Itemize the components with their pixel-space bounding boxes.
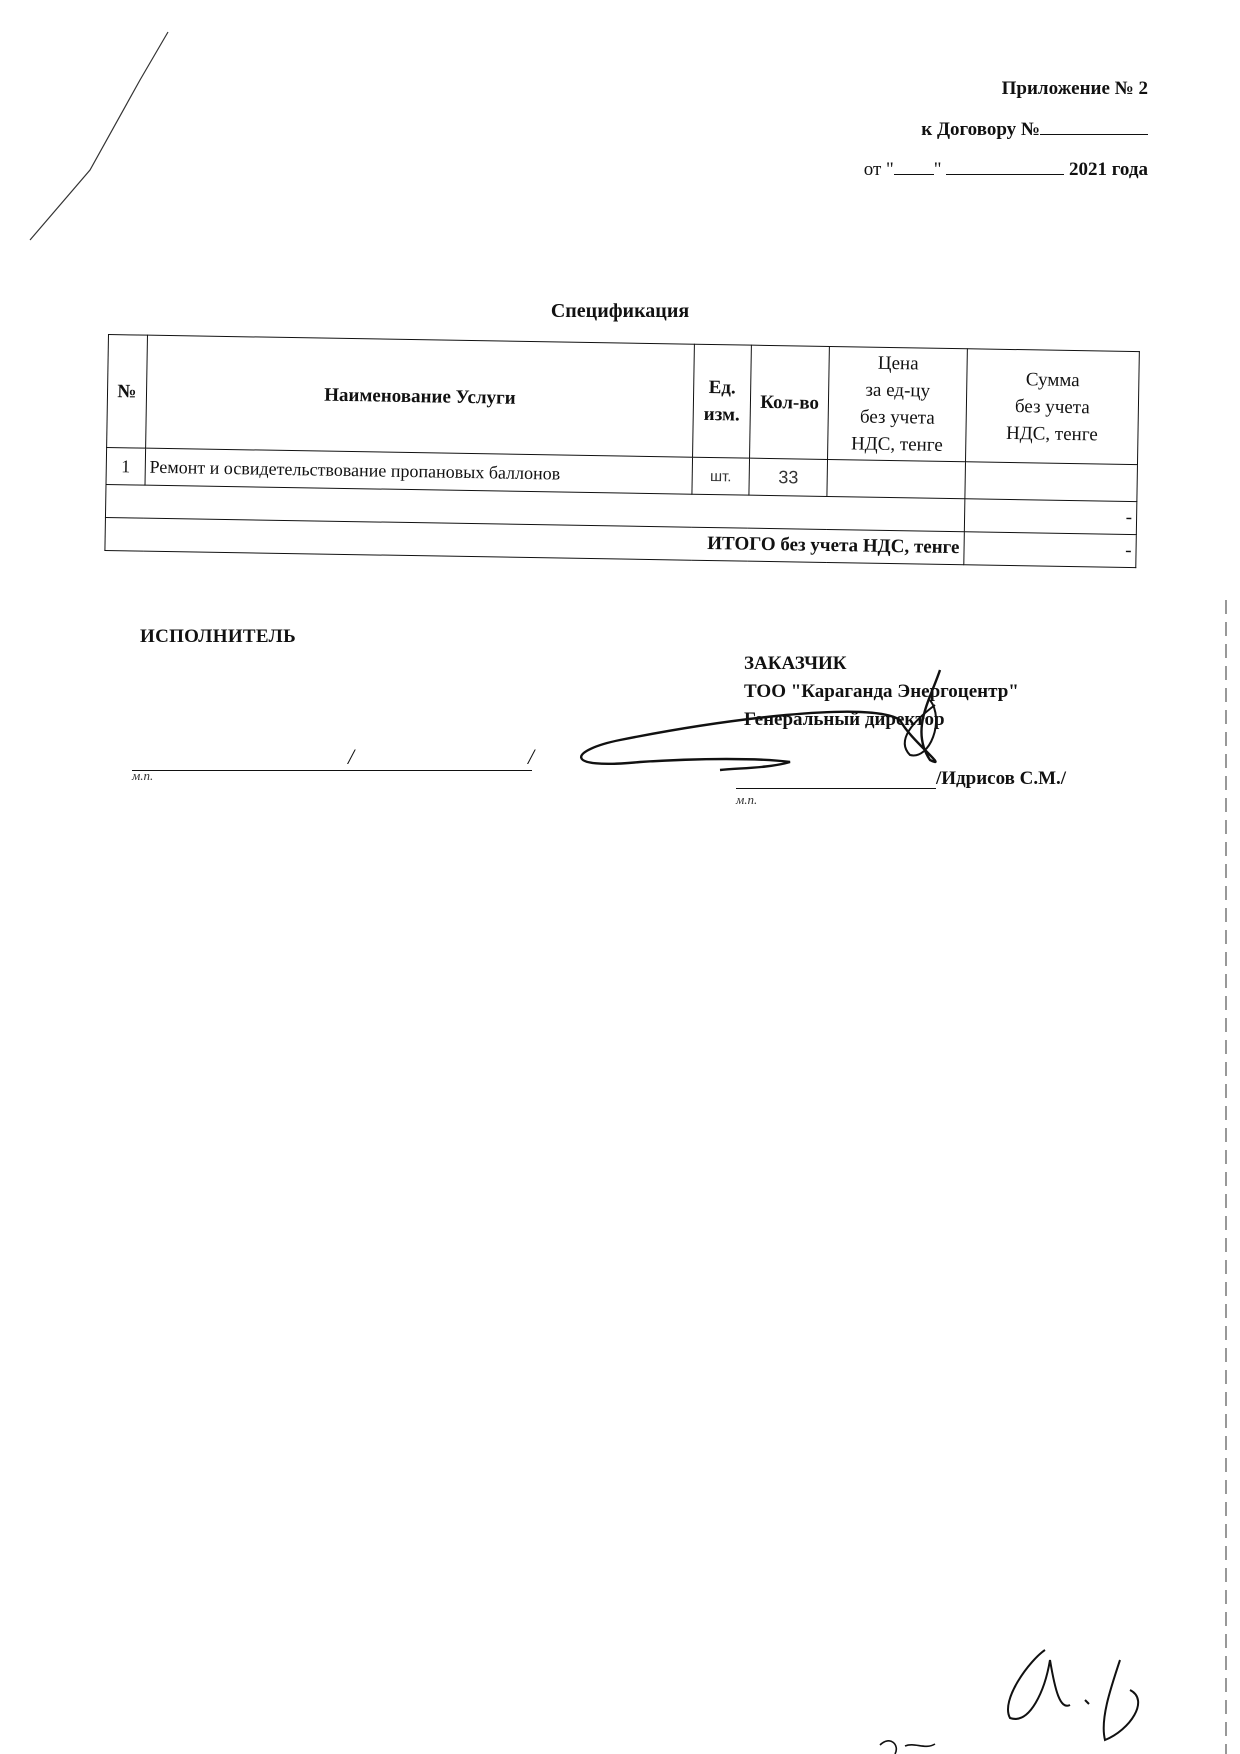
initials-signature [1008, 1650, 1138, 1740]
total-label: ИТОГО без учета НДС, тенге [105, 517, 964, 564]
col-header-name: Наименование Услуги [145, 335, 694, 457]
row-qty: 33 [749, 458, 828, 496]
customer-heading: ЗАКАЗЧИК [744, 653, 847, 674]
page-title: Спецификация [550, 300, 690, 322]
executor-stamp-label: м.п. [132, 768, 154, 783]
customer-signatory: /Идрисов С.М./ [936, 768, 1067, 789]
date-mid: " [933, 159, 942, 180]
col-header-unit-line2: изм. [703, 403, 740, 426]
col-header-sum-line1: Сумма [1025, 368, 1080, 391]
col-header-qty: Кол-во [749, 345, 829, 459]
col-header-price-line1: Цена [877, 352, 919, 375]
col-header-unit-line1: Ед. [708, 376, 736, 399]
executor-slash-1: / [348, 744, 355, 769]
customer-signature [581, 670, 940, 770]
executor-heading: ИСПОЛНИТЕЛЬ [140, 626, 296, 647]
appendix-label: Приложение № 2 [1001, 78, 1148, 99]
subtotal-value: - [964, 499, 1137, 535]
date-prefix: от " [863, 159, 894, 180]
customer-position: Генеральный директор [744, 709, 945, 730]
executor-slash-2: / [528, 744, 535, 769]
col-header-price-line4: НДС, тенге [850, 433, 943, 456]
row-num: 1 [106, 447, 145, 485]
col-header-sum-line2: без учета [1014, 395, 1090, 418]
date-suffix: 2021 года [1069, 159, 1148, 180]
col-header-num: № [107, 335, 148, 449]
row-name: Ремонт и освидетельствование пропановых баллонов [145, 448, 693, 494]
initials-scribble-small [880, 1741, 935, 1754]
col-header-price-line3: без учета [859, 406, 935, 429]
col-header-sum-line3: НДС, тенге [1005, 422, 1098, 445]
customer-stamp-label: м.п. [736, 792, 758, 807]
margin-scratch-line [30, 32, 168, 240]
row-unit: шт. [692, 457, 749, 495]
customer-company: ТОО "Караганда Энергоцентр" [744, 681, 1019, 702]
contract-prefix: к Договору № [921, 119, 1040, 140]
total-value: - [964, 532, 1137, 568]
col-header-price-line2: за ед-цу [865, 379, 931, 402]
